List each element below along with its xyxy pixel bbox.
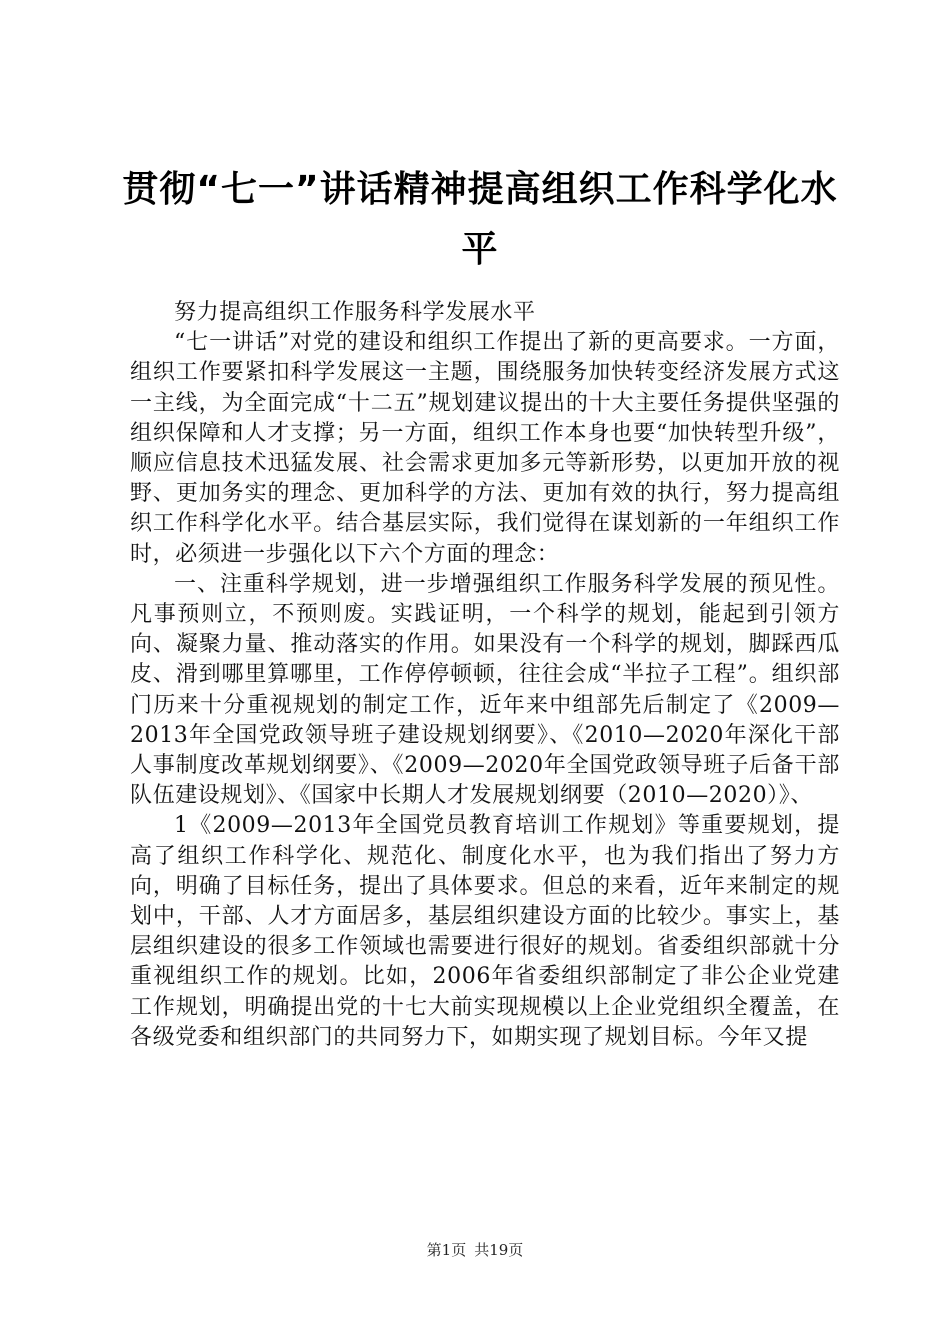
document-title: 贯彻“七一”讲话精神提高组织工作科学化水平 — [122, 169, 838, 270]
page-number: 第1页 — [426, 1241, 467, 1259]
subtitle-paragraph: 努力提高组织工作服务科学发展水平 — [174, 300, 536, 325]
page-total: 共19页 — [474, 1241, 524, 1259]
body-paragraph: “七一讲话”对党的建设和组织工作提出了新的更高要求。一方面，组织工作要紧扣科学发展这一主题，围绕服务加快转变经济发展方式这一主线，为全面完成“十二五”规划建议提出的十大主要任务提供坚强的组织保障和人才支撑；另一方面，组织工作本身也要“加快转型升级”，顺应信息技术迅猛发展、社会需求更加多元等新形势，以更加开放的视野、更加务实的理念、更加科学的方法、更加有效的执行，努力提高组织工作科学化水平。结合基层实际，我们觉得在谋划新的一年组织工作时，必须进一步强化以下六个方面的理念： — [130, 330, 840, 567]
document-body — [130, 298, 840, 1053]
body-paragraph: 一、注重科学规划，进一步增强组织工作服务科学发展的预见性。凡事预则立，不预则废。实践证明，一个科学的规划，能起到引领方向、凝聚力量、推动落实的作用。如果没有一个科学的规划，脚踩西瓜皮、滑到哪里算哪里，工作停停顿顿，往往会成“半拉子工程”。组织部门历来十分重视规划的制定工作，近年来中组部先后制定了《2009—2013年全国党政领导班子建设规划纲要》、《2010—2020年深化干部人事制度改革规划纲要》、《2009—2020年全国党政领导班子后备干部队伍建设规划》、《国家中长期人才发展规划纲要（2010—2020）》、 — [130, 571, 840, 809]
body-paragraph: 1《2009—2013年全国党员教育培训工作规划》等重要规划，提高了组织工作科学化、规范化、制度化水平，也为我们指出了努力方向，明确了目标任务，提出了具体要求。但总的来看，近年来制定的规划中，干部、人才方面居多，基层组织建设方面的比较少。事实上，基层组织建设的很多工作领域也需要进行很好的规划。省委组织部就十分重视组织工作的规划。比如，2006年省委组织部制定了非公企业党建工作规划，明确提出党的十七大前实现规模以上企业党组织全覆盖，在各级党委和组织部门的共同努力下，如期实现了规划目标。今年又提 — [130, 813, 840, 1050]
page-footer — [0, 1240, 950, 1260]
